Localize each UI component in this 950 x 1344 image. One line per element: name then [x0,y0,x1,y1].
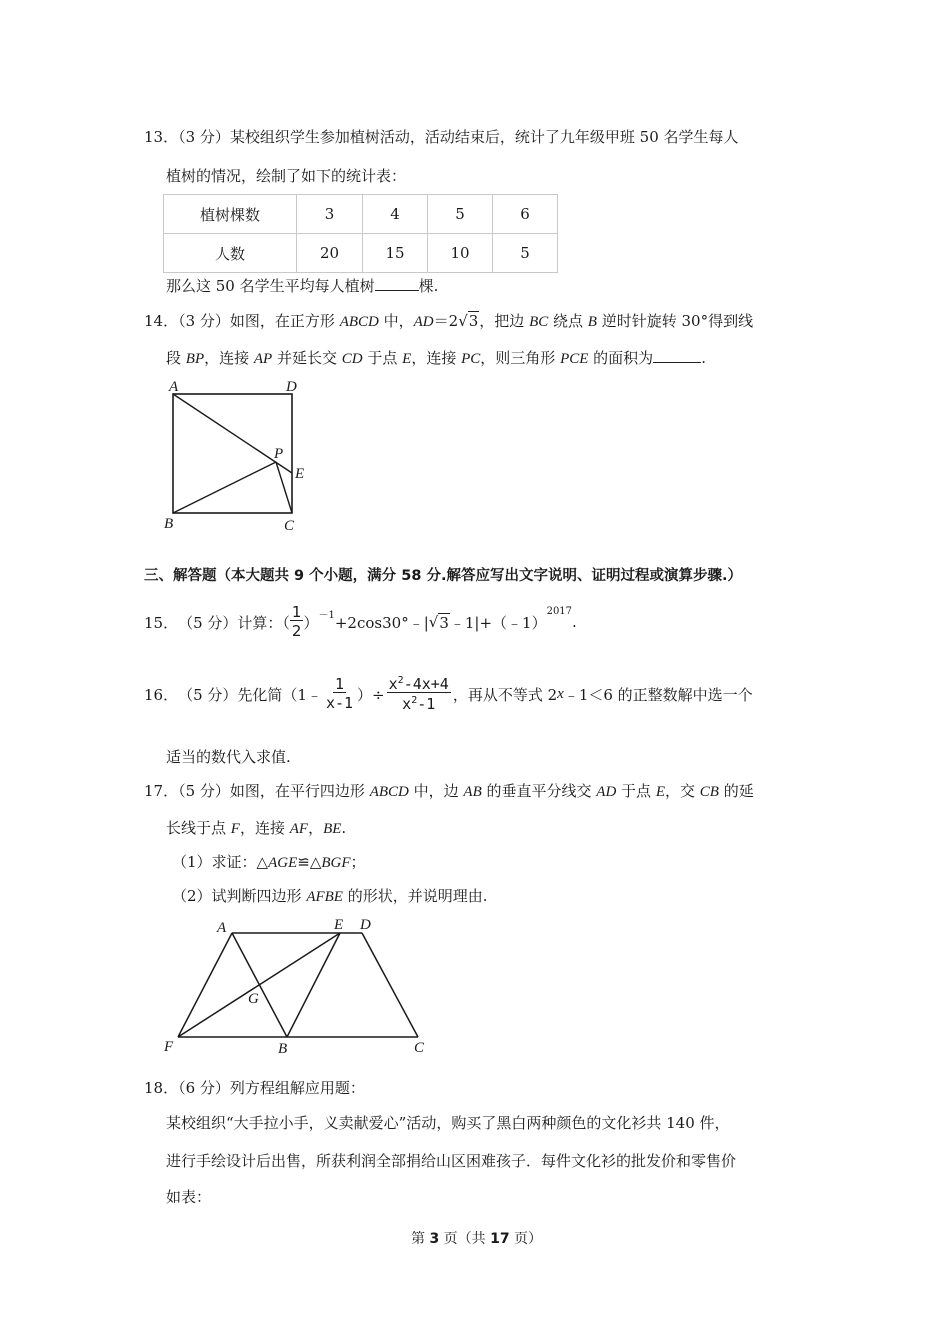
table-cell: 5 [493,234,558,273]
q13-line2: 植树的情况，绘制了如下的统计表： [166,167,407,185]
label-g: G [248,991,259,1007]
q18-line1: 18．（6 分）列方程组解应用题： [144,1079,365,1097]
table-cell: 3 [297,195,363,234]
label-e: E [295,466,305,482]
table-cell: 人数 [164,234,297,273]
label-b: B [164,516,174,532]
label-a: A [217,920,227,936]
q17-sub1: （1）求证：△AGE≌△BGF； [172,853,366,871]
q18-para2: 进行手绘设计后出售，所获利润全部捐给山区困难孩子．每件文化衫的批发价和零售价 [166,1152,737,1170]
q17-sub2: （2）试判断四边形 AFBE 的形状，并说明理由. [172,887,488,905]
fraction-half: $\frac{1}{2}$ [291,603,302,640]
label-b: B [278,1041,288,1057]
label-d: D [360,917,371,933]
planting-table [163,194,558,273]
label-d: D [286,379,297,395]
sqrt-symbol: √ [428,613,439,631]
segment-bp [173,462,276,513]
fraction-quadratic: $\frac{x^2-4x+4}{x^2-1}$ [388,675,449,713]
label-p: P [274,446,284,462]
segment-pc [276,462,292,513]
q15-line: 15． （5 分） 计算：（ $\frac{1}{2}$ ） $^{-1}$ +2cos30°﹣| √ 3 ﹣1|+（﹣1） $^{2017}$ . [144,603,577,640]
table-cell: 植树棵数 [164,195,297,234]
table-cell: 6 [493,195,558,234]
answer-blank[interactable] [653,348,701,363]
label-e: E [334,917,344,933]
table-cell: 20 [297,234,363,273]
parallelogram-figure [160,912,440,1060]
table-row [164,234,558,273]
q14-line1: 14．（3 分）如图，在正方形 ABCD 中，AD＝2√3，把边 BC 绕点 B 逆时针旋转 30°得到线 [144,312,754,330]
label-f: F [164,1039,174,1055]
q16-line1: 16． （5 分） 先化简（1﹣ $\frac{1}{x-1}$ ）÷ $\frac{x^2-4x+4}{x^2-1}$ ，再从不等式 2 x ﹣1＜6 的正整数解中选一个 [144,675,753,713]
table-cell: 4 [363,195,428,234]
label-c: C [414,1040,425,1056]
q18-para1: 某校组织“大手拉小手，义卖献爱心”活动，购买了黑白两种颜色的文化衫共 140 件， [166,1114,730,1132]
table-cell: 10 [428,234,493,273]
sqrt-symbol: √ [458,312,468,330]
label-c: C [284,518,295,534]
table-row [164,195,558,234]
table-cell: 15 [363,234,428,273]
q16-line2: 适当的数代入求值. [166,748,291,766]
page-footer: 第 3 页（共 17 页） [411,1231,543,1247]
label-a: A [169,379,179,395]
segment-dc [362,933,418,1037]
table-cell: 5 [428,195,493,234]
answer-blank[interactable] [375,276,419,291]
q17-line2: 长线于点 F，连接 AF，BE. [166,819,347,837]
q13-answer-line: 那么这 50 名学生平均每人植树 棵. [166,277,439,295]
square-figure [160,374,320,534]
q17-line1: 17．（5 分）如图，在平行四边形 ABCD 中，边 AB 的垂直平分线交 AD 于点 E，交 CB 的延 [144,782,754,800]
section-heading: 三、解答题（本大题共 9 个小题，满分 58 分.解答应写出文字说明、证明过程或演算步骤.） [144,568,742,584]
q14-line2: 段 BP，连接 AP 并延长交 CD 于点 E，连接 PC，则三角形 PCE 的面积为 . [166,349,706,367]
segment-fe [178,933,340,1037]
fraction-1-over-x-1: $\frac{1}{x-1}$ [325,675,354,712]
q18-para3: 如表： [166,1188,212,1206]
segment-eb [287,933,340,1037]
segment-af [178,933,232,1037]
q13-line1: 13．（3 分）某校组织学生参加植树活动，活动结束后，统计了九年级甲班 50 名学生每人 [144,128,739,146]
